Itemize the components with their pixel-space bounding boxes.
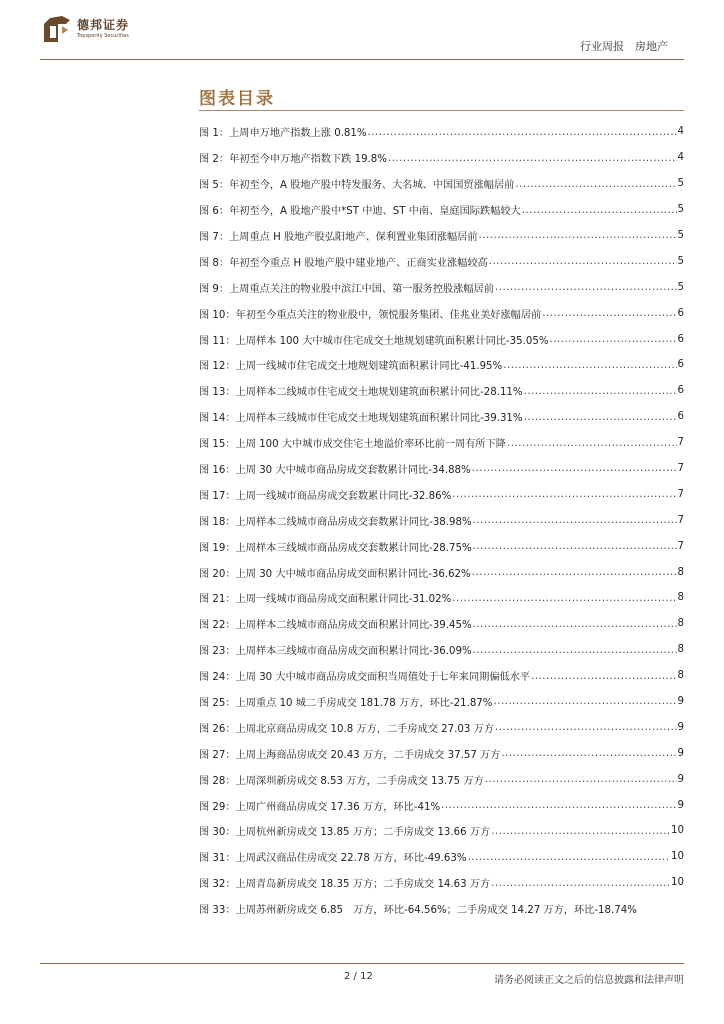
toc-entry-page: 8 — [677, 618, 684, 630]
toc-entry-page: 4 — [677, 126, 684, 138]
brand-logo — [40, 12, 150, 46]
toc-entry-leader — [452, 488, 676, 500]
toc-entry-label: 图 11：上周样本 100 大中城市住宅成交土地规划建筑面积累计同比-35.05% — [199, 335, 549, 347]
toc-entry-page: 5 — [677, 230, 684, 241]
toc-entry-page: 5 — [677, 204, 684, 216]
toc-entry-leader — [388, 152, 677, 164]
toc-entry-label: 图 1：上周申万地产指数上涨 0.81% — [199, 128, 367, 140]
toc-entry[interactable] — [199, 248, 684, 274]
toc-entry-page: 10 — [671, 851, 684, 863]
toc-entry[interactable] — [199, 507, 684, 533]
toc-entry-label: 图 24：上周 30 大中城市商品房成交面积当周值处于七年来同期偏低水平 — [199, 672, 531, 684]
toc-entry-label: 图 17：上周一线城市商品房成交套数累计同比-32.86% — [199, 490, 452, 502]
toc-entry-label: 图 20：上周 30 大中城市商品房成交面积累计同比-36.62% — [199, 568, 471, 580]
toc-entry[interactable] — [199, 740, 684, 766]
toc-list — [199, 119, 684, 922]
toc-entry-label: 图 30：上周杭州新房成交 13.85 万方；二手房成交 13.66 万方 — [199, 827, 491, 839]
toc-entry-leader — [368, 126, 677, 138]
toc-entry-page: 8 — [677, 566, 684, 578]
toc-entry-leader — [489, 255, 677, 267]
toc-entry-leader — [473, 618, 677, 630]
toc-entry[interactable] — [199, 714, 684, 740]
toc-title: 图表目录 — [199, 89, 275, 109]
toc-entry[interactable] — [199, 223, 684, 249]
toc-entry-label: 图 28：上周深圳新房成交 8.53 万方，二手房成交 13.75 万方 — [199, 775, 484, 787]
toc-entry-leader — [452, 592, 676, 604]
toc-entry[interactable] — [199, 689, 684, 715]
toc-entry-label: 图 31：上周武汉商品住房成交 22.78 万方，环比-49.63% — [199, 853, 467, 865]
toc-entry-leader — [495, 281, 677, 293]
footer-disclaimer: 请务必阅读正文之后的信息披露和法律声明 — [494, 975, 684, 986]
toc-entry-leader — [472, 566, 677, 578]
toc-entry-leader — [501, 747, 676, 759]
toc-entry-page: 7 — [677, 488, 684, 500]
toc-entry-label: 图 5：年初至今，A 股地产股中特发服务、大名城、中国国贸涨幅居前 — [199, 180, 515, 192]
toc-entry-label: 图 12：上周一线城市住宅成交土地规划建筑面积累计同比-41.95% — [199, 361, 503, 373]
toc-entry-leader — [472, 462, 677, 474]
toc-entry[interactable] — [199, 352, 684, 378]
toc-entry-page: 6 — [677, 359, 684, 371]
toc-entry[interactable] — [199, 456, 684, 482]
toc-entry-label: 图 25：上周重点 10 城二手房成交 181.78 万方，环比-21.87% — [199, 698, 493, 710]
toc-entry-label: 图 2：年初至今申万地产指数下跌 19.8% — [199, 154, 387, 166]
toc-entry-leader — [479, 229, 677, 241]
toc-entry-page: 7 — [677, 540, 684, 552]
toc-entry-page: 7 — [677, 514, 684, 526]
toc-entry[interactable] — [199, 171, 684, 197]
toc-entry-leader — [491, 825, 670, 837]
toc-entry[interactable] — [199, 870, 684, 896]
toc-entry-page: 6 — [677, 411, 684, 423]
toc-entry-page: 7 — [677, 463, 684, 475]
page-header — [0, 0, 724, 60]
toc-entry-leader — [473, 514, 677, 526]
toc-entry-leader — [515, 178, 676, 190]
toc-entry[interactable] — [199, 197, 684, 223]
toc-entry-leader — [441, 799, 676, 811]
toc-entry-page: 5 — [677, 281, 684, 293]
toc-entry[interactable] — [199, 430, 684, 456]
toc-entry-label: 图 23：上周样本三线城市商品房成交面积累计同比-36.09% — [199, 646, 472, 658]
toc-entry-label: 图 9：上周重点关注的物业股中滨江中国、第一服务控股涨幅居前 — [199, 283, 494, 295]
toc-entry-leader — [524, 385, 677, 397]
toc-entry-leader — [491, 877, 670, 889]
toc-entry-page: 5 — [677, 178, 684, 190]
toc-entry[interactable] — [199, 300, 684, 326]
toc-entry-label: 图 8：年初至今重点 H 股地产股中建业地产、正商实业涨幅较高 — [199, 257, 488, 269]
toc-entry[interactable] — [199, 792, 684, 818]
toc-entry[interactable] — [199, 119, 684, 145]
footer-divider — [40, 963, 684, 964]
toc-entry-label: 图 27：上周上海商品房成交 20.43 万方，二手房成交 37.57 万方 — [199, 749, 501, 761]
toc-entry-page: 8 — [677, 644, 684, 656]
toc-entry-page: 7 — [677, 437, 684, 449]
toc-entry[interactable] — [199, 818, 684, 844]
toc-entry-leader — [522, 204, 677, 216]
toc-entry[interactable] — [199, 274, 684, 300]
toc-entry-label: 图 7：上周重点 H 股地产股弘阳地产、保利置业集团涨幅居前 — [199, 232, 478, 243]
toc-entry[interactable] — [199, 611, 684, 637]
toc-entry-label: 图 10：年初至今重点关注的物业股中，领悦服务集团、佳兆业美好涨幅居前 — [199, 309, 542, 321]
toc-entry-page: 4 — [677, 152, 684, 164]
toc-entry[interactable] — [199, 844, 684, 870]
toc-entry[interactable] — [199, 585, 684, 611]
report-type: 行业周报 房地产 — [580, 40, 668, 53]
toc-entry-leader — [503, 359, 676, 371]
toc-entry-leader — [493, 695, 676, 707]
toc-entry-label: 图 18：上周样本二线城市商品房成交套数累计同比-38.98% — [199, 516, 472, 528]
toc-entry-label: 图 16：上周 30 大中城市商品房成交套数累计同比-34.88% — [199, 465, 471, 477]
toc-entry-label: 图 29：上周广州商品房成交 17.36 万方，环比-41% — [199, 801, 441, 813]
toc-entry-label: 图 21：上周一线城市商品房成交面积累计同比-31.02% — [199, 594, 452, 606]
toc-entry[interactable] — [199, 637, 684, 663]
toc-entry-leader — [485, 773, 677, 785]
toc-entry-leader — [473, 540, 677, 552]
toc-entry-leader — [531, 670, 676, 682]
toc-entry-page: 9 — [677, 799, 684, 811]
toc-entry-page: 9 — [677, 696, 684, 708]
toc-entry-label: 图 22：上周样本二线城市商品房成交面积累计同比-39.45% — [199, 620, 472, 632]
toc-entry-page: 10 — [671, 877, 684, 889]
toc-entry-leader — [473, 644, 677, 656]
toc-entry[interactable] — [199, 481, 684, 507]
toc-entry-label: 图 19：上周样本三线城市商品房成交套数累计同比-28.75% — [199, 542, 472, 554]
toc-entry-label: 图 32：上周青岛新房成交 18.35 万方；二手房成交 14.63 万方 — [199, 879, 491, 891]
toc-entry[interactable] — [199, 378, 684, 404]
toc-entry-leader — [495, 721, 677, 733]
toc-entry-leader — [468, 851, 670, 863]
brand-mark-icon — [40, 12, 74, 46]
toc-entry[interactable] — [199, 533, 684, 559]
toc-entry-leader — [524, 411, 677, 423]
toc-entry-leader — [550, 333, 677, 345]
brand-name-en: Topsperity Securities — [77, 33, 129, 39]
toc-entry-page: 5 — [677, 255, 684, 267]
toc-entry-label: 图 33：上周苏州新房成交 6.85 万方，环比-64.56%；二手房成交 14.27 万方，环比-18.74% — [199, 905, 637, 917]
toc-entry[interactable] — [199, 766, 684, 792]
toc-entry-leader — [507, 437, 677, 449]
toc-entry-page: 6 — [677, 307, 684, 319]
toc-entry-page: 8 — [677, 670, 684, 682]
toc-entry-leader — [542, 307, 676, 319]
page-number: 2 / 12 — [344, 971, 373, 982]
toc-entry[interactable] — [199, 559, 684, 585]
toc-entry-page: 10 — [671, 825, 684, 837]
toc-entry-label: 图 13：上周样本二线城市住宅成交土地规划建筑面积累计同比-28.11% — [199, 387, 523, 399]
toc-entry-page: 6 — [677, 385, 684, 397]
toc-entry-page: 9 — [677, 773, 684, 785]
toc-entry[interactable] — [199, 404, 684, 430]
toc-entry[interactable] — [199, 145, 684, 171]
toc-entry-label: 图 15：上周 100 大中城市成交住宅土地溢价率环比前一周有所下降 — [199, 439, 506, 451]
toc-entry-label: 图 26：上周北京商品房成交 10.8 万方，二手房成交 27.03 万方 — [199, 723, 494, 735]
toc-entry-page: 9 — [677, 747, 684, 759]
brand-name-cn: 德邦证券 — [77, 18, 130, 32]
toc-entry[interactable] — [199, 663, 684, 689]
toc-entry-page: 8 — [677, 592, 684, 604]
toc-entry-page: 9 — [677, 721, 684, 733]
toc-entry-label: 图 14：上周样本三线城市住宅成交土地规划建筑面积累计同比-39.31% — [199, 413, 523, 425]
toc-entry-page: 6 — [677, 333, 684, 345]
toc-entry-label: 图 6：年初至今，A 股地产股中*ST 中迪、ST 中南、皇庭国际跌幅较大 — [199, 206, 521, 218]
header-divider — [40, 59, 684, 60]
toc-entry[interactable] — [199, 896, 684, 922]
toc-entry[interactable] — [199, 326, 684, 352]
toc-title-divider — [199, 110, 684, 111]
